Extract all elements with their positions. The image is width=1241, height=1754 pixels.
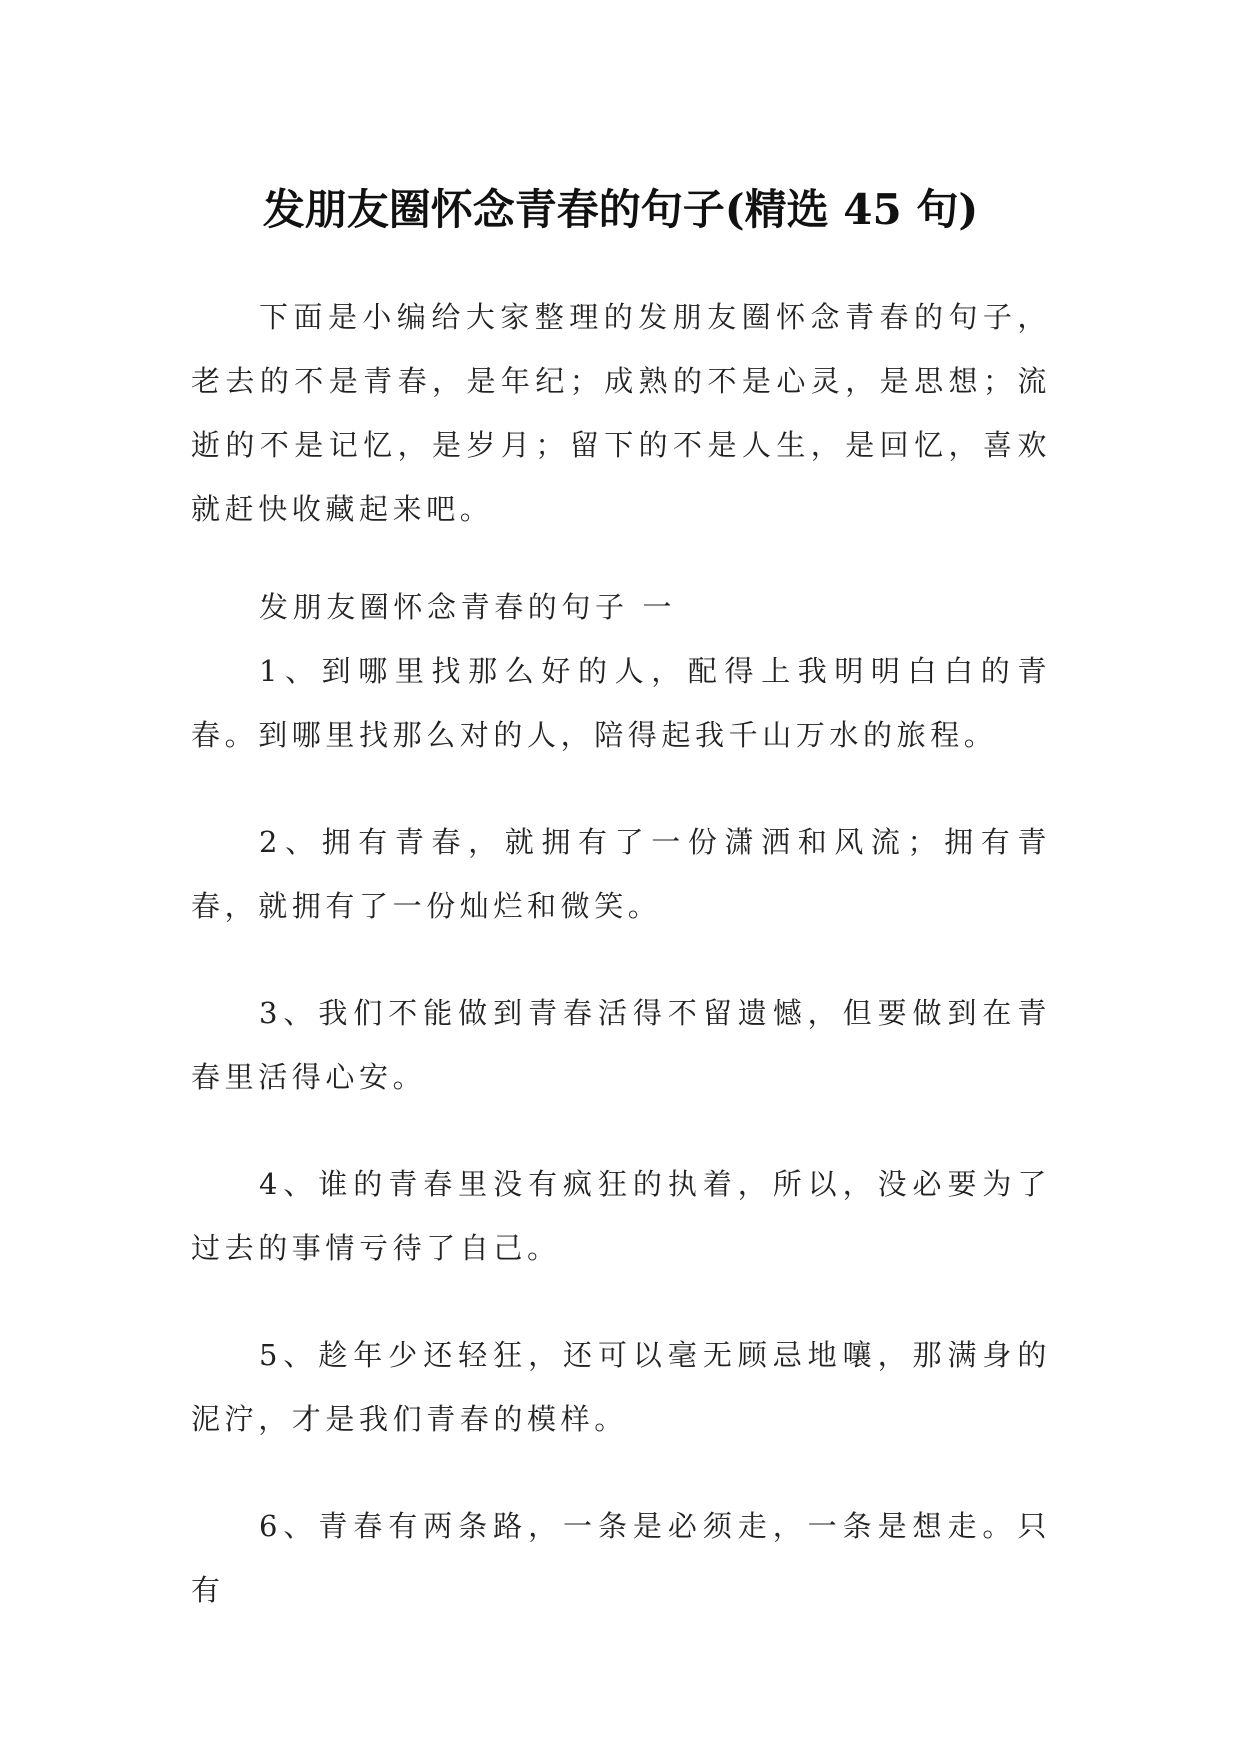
- list-item: 2、拥有青春，就拥有了一份潇洒和风流；拥有青春，就拥有了一份灿烂和微笑。: [191, 825, 1051, 923]
- section-heading: 发朋友圈怀念青春的句子 一: [259, 590, 677, 624]
- list-item: 4、谁的青春里没有疯狂的执着，所以，没必要为了过去的事情亏待了自己。: [191, 1167, 1051, 1265]
- list-item: 1、到哪里找那么好的人，配得上我明明白白的青春。到哪里找那么对的人，陪得起我千山万水的旅程。: [191, 654, 1051, 752]
- list-item: 5、趁年少还轻狂，还可以毫无顾忌地嚷，那满身的泥泞，才是我们青春的模样。: [191, 1338, 1051, 1436]
- intro-paragraph: 下面是小编给大家整理的发朋友圈怀念青春的句子，老去的不是青春，是年纪；成熟的不是心灵，是思想；流逝的不是记忆，是岁月；留下的不是人生，是回忆，喜欢就赶快收藏起来吧。: [191, 300, 1051, 526]
- list-item: 6、青春有两条路，一条是必须走，一条是想走。只有: [191, 1509, 1051, 1607]
- document-title: 发朋友圈怀念青春的句子(精选 45 句): [262, 185, 979, 235]
- list-item: 3、我们不能做到青春活得不留遗憾，但要做到在青春里活得心安。: [191, 996, 1051, 1094]
